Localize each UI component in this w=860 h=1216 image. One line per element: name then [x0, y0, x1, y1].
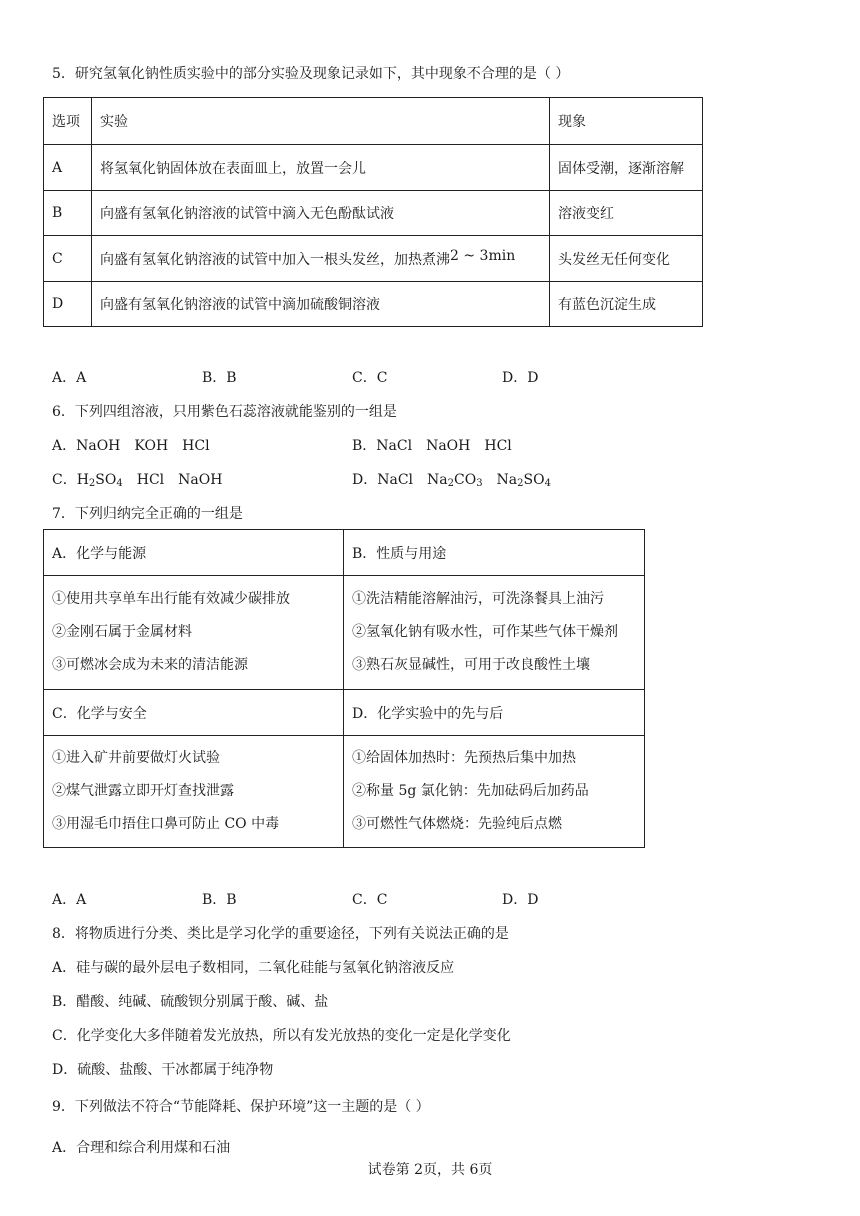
q6-option-a[interactable]: A．NaOH KOH HCl [52, 438, 210, 454]
question-6-stem: 6．下列四组溶液，只用紫色石蕊溶液就能鉴别的一组是 [52, 404, 397, 420]
question-8-stem: 8．将物质进行分类、类比是学习化学的重要途径，下列有关说法正确的是 [52, 926, 509, 942]
q6-d-so: SO [523, 472, 545, 488]
list-item: ①进入矿井前要做灯火试验 [52, 750, 220, 766]
box-d-title: D．化学实验中的先与后 [344, 690, 645, 736]
row-option: A [44, 145, 92, 191]
list-item: ③可燃冰会成为未来的清洁能源 [52, 657, 248, 673]
box-b-items [344, 576, 645, 690]
subscript: 2 [447, 478, 454, 489]
q5-option-c[interactable]: C．C [352, 370, 388, 386]
q5-option-b[interactable]: B．B [202, 370, 237, 386]
q7-option-c[interactable]: C．C [352, 892, 388, 908]
list-item: ①给固体加热时：先预热后集中加热 [352, 750, 576, 766]
question-7-table [43, 529, 645, 848]
list-item: ③用湿毛巾捂住口鼻可防止 CO 中毒 [52, 816, 280, 832]
list-item: ②氢氧化钠有吸水性，可作某些气体干燥剂 [352, 624, 618, 640]
q6-d-na: Na [482, 472, 518, 488]
row-phenomenon: 溶液变红 [550, 191, 703, 236]
table-row [44, 145, 703, 191]
q5-option-a[interactable]: A．A [52, 370, 87, 386]
q8-option-a[interactable]: A．硅与碳的最外层电子数相同，二氧化硅能与氢氧化钠溶液反应 [52, 960, 455, 976]
list-item: ②煤气泄露立即开灯查找泄露 [52, 783, 234, 799]
box-c-items [44, 736, 344, 848]
list-item: ②金刚石属于金属材料 [52, 624, 192, 640]
q7-option-a[interactable]: A．A [52, 892, 87, 908]
subscript: 4 [116, 478, 123, 489]
q6-option-d[interactable] [352, 470, 551, 494]
q7-option-d[interactable]: D．D [502, 892, 539, 908]
q6-c-so: SO [95, 472, 117, 488]
list-item: ①洗洁精能溶解油污，可洗涤餐具上油污 [352, 591, 604, 607]
header-option: 选项 [44, 98, 92, 145]
q7-option-b[interactable]: B．B [202, 892, 237, 908]
box-a-items [44, 576, 344, 690]
box-d-items [344, 736, 645, 848]
row-phenomenon: 有蓝色沉淀生成 [550, 282, 703, 327]
row-experiment: 向盛有氢氧化钠溶液的试管中滴加硫酸铜溶液 [92, 282, 550, 327]
q5-option-d[interactable]: D．D [502, 370, 539, 386]
table-row [44, 236, 703, 282]
table-row [44, 191, 703, 236]
q6-d-co: CO [453, 472, 477, 488]
box-a-title: A．化学与能源 [44, 530, 344, 576]
row-phenomenon: 固体受潮，逐渐溶解 [550, 145, 703, 191]
question-5-table [43, 97, 703, 327]
list-item: ②称量 5g 氯化钠：先加砝码后加药品 [352, 783, 589, 799]
q8-option-d[interactable]: D．硫酸、盐酸、干冰都属于纯净物 [52, 1062, 274, 1078]
list-item: ③熟石灰显碱性，可用于改良酸性土壤 [352, 657, 590, 673]
duration-math: 2 ~ 3min [450, 247, 516, 264]
row-experiment: 将氢氧化钠固体放在表面皿上，放置一会儿 [92, 145, 550, 191]
row-phenomenon: 头发丝无任何变化 [550, 236, 703, 282]
box-c-title: C．化学与安全 [44, 690, 344, 736]
q6-c-prefix: C．H [52, 472, 89, 488]
row-option: B [44, 191, 92, 236]
q9-option-a[interactable]: A．合理和综合利用煤和石油 [52, 1140, 231, 1156]
box-b-title: B．性质与用途 [344, 530, 645, 576]
list-item: ①使用共享单车出行能有效减少碳排放 [52, 591, 290, 607]
q6-option-c[interactable] [52, 470, 222, 494]
q8-option-b[interactable]: B．醋酸、纯碱、硫酸钡分别属于酸、碱、盐 [52, 994, 329, 1010]
row-experiment: 向盛有氢氧化钠溶液的试管中滴入无色酚酞试液 [92, 191, 550, 236]
page-footer: 试卷第 2页，共 6页 [367, 1162, 493, 1178]
header-phenomenon: 现象 [550, 98, 703, 145]
subscript: 2 [88, 478, 96, 489]
question-5-stem: 5．研究氢氧化钠性质实验中的部分实验及现象记录如下，其中现象不合理的是（ ） [52, 66, 570, 82]
q8-option-c[interactable]: C．化学变化大多伴随着发光放热，所以有发光放热的变化一定是化学变化 [52, 1028, 511, 1044]
question-9-stem: 9．下列做法不符合“节能降耗、保护环境”这一主题的是（ ） [52, 1099, 430, 1115]
q6-option-b[interactable]: B．NaCl NaOH HCl [352, 438, 512, 454]
subscript: 4 [544, 478, 551, 489]
row-option: C [44, 236, 92, 282]
q6-d-prefix: D．NaCl Na [352, 472, 448, 488]
header-experiment: 实验 [92, 98, 550, 145]
subscript: 3 [476, 478, 483, 489]
row-experiment-cell [92, 236, 550, 282]
question-7-stem: 7．下列归纳完全正确的一组是 [52, 506, 243, 522]
table-header-row [44, 98, 703, 145]
row-option: D [44, 282, 92, 327]
subscript: 2 [517, 478, 524, 489]
row-experiment: 向盛有氢氧化钠溶液的试管中加入一根头发丝，加热煮沸 [100, 251, 450, 268]
list-item: ③可燃性气体燃烧：先验纯后点燃 [352, 816, 562, 832]
table-row [44, 282, 703, 327]
q6-c-tail: HCl NaOH [122, 472, 223, 488]
